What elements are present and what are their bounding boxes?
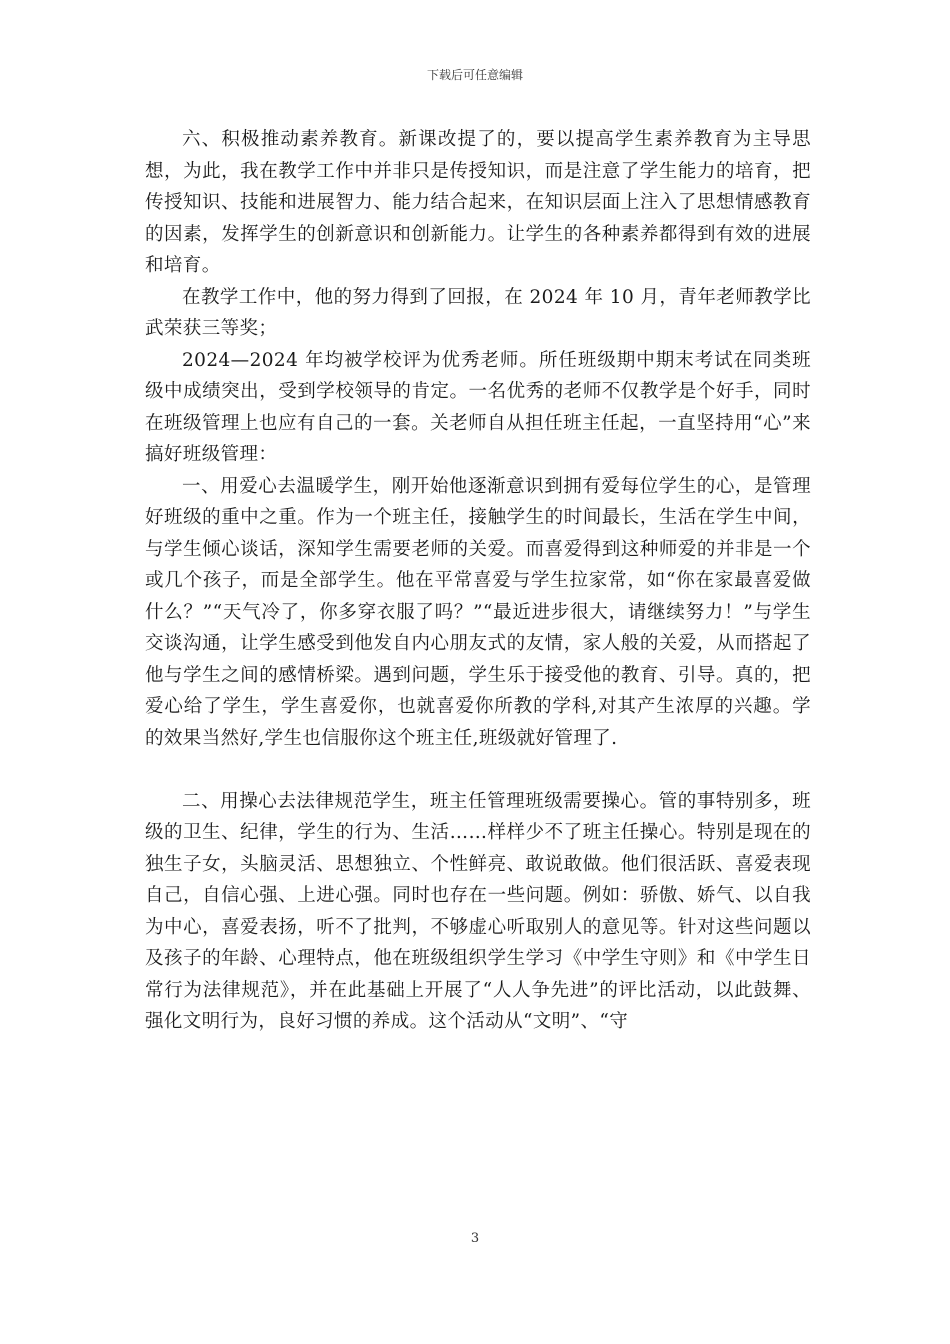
paragraph-love-students: 一、用爱心去温暖学生，刚开始他逐渐意识到拥有爱每位学生的心，是管理好班级的重中之重。作为一个班主任，接触学生的时间最长，生活在学生中间，与学生倾心谈话，深知学生需要老师的关爱。而喜爱得到这种师爱的并非是一个或几个孩子，而是全部学生。他在平常喜爱与学生拉家常，如“你在家最喜爱做什么？”“天气冷了，你多穿衣服了吗？”“最近进步很大，请继续努力！”与学生交谈沟通，让学生感受到他发自内心朋友式的友情，家人般的关爱，从而搭起了他与学生之间的感情桥梁。遇到问题，学生乐于接受他的教育、引导。真的，把爱心给了学生，学生喜爱你，也就喜爱你所教的学科,对其产生浓厚的兴趣。学的效果当然好,学生也信服你这个班主任,班级就好管理了.: [145, 475, 811, 749]
page-number: 3: [470, 1231, 480, 1246]
paragraph-regulate-students: 二、用操心去法律规范学生，班主任管理班级需要操心。管的事特别多，班级的卫生、纪律，学生的行为、生活……样样少不了班主任操心。特别是现在的独生子女，头脑灵活、思想独立、个性鲜亮、敢说敢做。他们很活跃、喜爱表现自己，自信心强、上进心强。同时也存在一些问题。例如：骄傲、娇气、以自我为中心，喜爱表扬，听不了批判，不够虚心听取别人的意见等。针对这些问题以及孩子的年龄、心理特点，他在班级组织学生学习《中学生守则》和《中学生日常行为法律规范》，并在此基础上开展了“人人争先进”的评比活动，以此鼓舞、强化文明行为，良好习惯的养成。这个活动从“文明”、“守: [145, 790, 811, 1032]
paragraph-excellent-teacher: 2024—2024 年均被学校评为优秀老师。所任班级期中期末考试在同类班级中成绩突出，受到学校领导的肯定。一名优秀的老师不仅教学是个好手，同时在班级管理上也应有自己的一套。关老师自从担任班主任起，一直坚持用“心”来搞好班级管理：: [145, 349, 811, 465]
paragraph-teaching-award: 在教学工作中，他的努力得到了回报，在 2024 年 10 月，青年老师教学比武荣获三等奖；: [145, 286, 811, 339]
page-header-note: 下载后可任意编辑: [426, 68, 523, 82]
document-body: [145, 124, 811, 1038]
paragraph-quality-education: 六、积极推动素养教育。新课改提了的，要以提高学生素养教育为主导思想，为此，我在教学工作中并非只是传授知识，而是注意了学生能力的培育，把传授知识、技能和进展智力、能力结合起来，在知识层面上注入了思想情感教育的因素，发挥学生的创新意识和创新能力。让学生的各种素养都得到有效的进展和培育。: [145, 129, 811, 276]
